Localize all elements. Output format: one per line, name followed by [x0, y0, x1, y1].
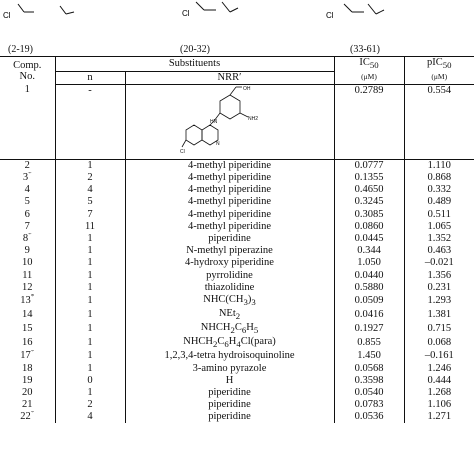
cell-ic50: 1.450	[334, 350, 404, 362]
table-row	[0, 399, 474, 411]
cell-comp: 21	[22, 399, 33, 411]
cell-comp: 13*	[20, 293, 35, 306]
header-ic50: $IC_{50}$	[334, 57, 404, 72]
fragment-label-cl: Cl	[3, 11, 11, 20]
cell-pic50: 1.106	[404, 399, 474, 411]
cell-comp: 15	[22, 323, 33, 335]
cell-nrr: piperidine	[125, 233, 334, 245]
cell-ic50: 0.4650	[334, 184, 404, 196]
label-cl: Cl	[179, 148, 185, 155]
cell-nrr: 4-methyl piperidine	[125, 172, 334, 184]
cell-pic50: –0.021	[404, 257, 474, 269]
cell-n: 1	[55, 245, 125, 257]
cell-n: 2	[55, 399, 125, 411]
table-row	[0, 362, 474, 374]
label-hn: HN	[209, 118, 217, 125]
cell-pic50: 0.868	[404, 172, 474, 184]
cell-nrr: piperidine	[125, 387, 334, 399]
cell-nrr: 1,2,3,4-tetra hydroisoquinoline	[125, 350, 334, 362]
cell-comp: 22*	[0, 411, 55, 423]
table-row	[0, 282, 474, 294]
cell-comp: 10	[22, 257, 33, 269]
table-row	[0, 350, 474, 362]
cell-comp: 7	[24, 220, 30, 232]
cell-nrr: piperidine	[125, 411, 334, 423]
cell-ic50: 0.0540	[334, 387, 404, 399]
cell-ic50: 0.1355	[334, 172, 404, 184]
cell-pic50: 1.381	[404, 308, 474, 322]
cell-nrr: $NHC(CH_3)_3$	[125, 294, 334, 308]
table-row	[0, 375, 474, 387]
cell-comp: 17*	[0, 350, 55, 362]
cell-ic50: 0.855	[334, 336, 404, 350]
cell-ic50: 0.0536	[334, 411, 404, 423]
cell-nrr: 4-methyl piperidine	[125, 184, 334, 196]
cell-comp: 11	[22, 269, 33, 281]
cell-comp: 16	[22, 337, 33, 349]
cell-ic50: 0.0440	[334, 269, 404, 281]
header-n: n	[55, 71, 125, 84]
structure-fragment-right	[344, 4, 384, 14]
star-marker: *	[30, 350, 35, 356]
table-row	[0, 172, 474, 184]
star-marker: *	[30, 411, 35, 417]
cell-pic50: 1.065	[404, 221, 474, 233]
cell-comp: 20	[22, 386, 33, 398]
star-marker: *	[28, 232, 32, 239]
table-row	[0, 196, 474, 208]
cell-nrr: $NHCH_2C_6H_4Cl(para)$	[125, 336, 334, 350]
cell-comp: 19	[22, 374, 33, 386]
cell-nrr: thiazolidine	[125, 282, 334, 294]
cell-n: 1	[55, 322, 125, 336]
cell-comp: 4	[24, 184, 30, 196]
cell-ic50: 0.0416	[334, 308, 404, 322]
table-row	[0, 209, 474, 221]
cell-nrr: $NHCH_2C_6H_5$	[125, 322, 334, 336]
table-row	[0, 322, 474, 336]
cell-pic50: –0.161	[404, 350, 474, 362]
cell-n: 2	[55, 172, 125, 184]
cell-n: 11	[55, 221, 125, 233]
fragment-label-cl: Cl	[182, 9, 190, 18]
cell-comp: 2	[0, 159, 55, 172]
cell-ic50: 0.0860	[334, 221, 404, 233]
table-row	[0, 184, 474, 196]
cell-ic50: 0.0783	[334, 399, 404, 411]
cell-pic50: 0.463	[404, 245, 474, 257]
cell-n: 0	[55, 375, 125, 387]
cell-pic50: 0.715	[404, 322, 474, 336]
cell-pic50: 1.293	[404, 294, 474, 308]
table-row	[0, 221, 474, 233]
cell-pic50: 1.356	[404, 269, 474, 281]
cell-comp: 6	[24, 208, 30, 220]
cell-pic50: 0.489	[404, 196, 474, 208]
cell-nrr: piperidine	[125, 399, 334, 411]
cell-n: 7	[55, 209, 125, 221]
star-marker: *	[28, 171, 32, 178]
header-pic50-unit: (μM)	[404, 71, 474, 84]
cell-structure	[125, 84, 334, 159]
cell-pic50: 0.068	[404, 336, 474, 350]
cell-n: 1	[55, 269, 125, 281]
cell-comp: 14	[22, 308, 33, 320]
cell-ic50: 0.0445	[334, 233, 404, 245]
cell-nrr: 4-methyl piperidine	[125, 196, 334, 208]
cell-n: 1	[55, 233, 125, 245]
series-label-33-61: (33-61)	[350, 44, 380, 55]
fragment-label-cl: Cl	[326, 11, 334, 20]
header-comp-no: Comp. No.	[0, 57, 55, 85]
structure-fragment-middle	[196, 2, 238, 12]
cell-ic50: 0.344	[334, 245, 404, 257]
compound-1-structure	[180, 85, 280, 159]
series-label-2-19: (2-19)	[8, 44, 33, 55]
compound-activity-table	[0, 56, 474, 423]
table-row	[0, 411, 474, 423]
cell-pic50: 1.246	[404, 362, 474, 374]
table-row	[0, 84, 474, 159]
cell-pic50: 0.444	[404, 375, 474, 387]
structure-fragments-strip	[0, 0, 474, 62]
series-label-20-32: (20-32)	[180, 44, 210, 55]
cell-nrr: H	[125, 375, 334, 387]
star-marker: *	[30, 293, 35, 301]
cell-nrr: 3-amino pyrazole	[125, 362, 334, 374]
cell-comp: 9	[24, 245, 30, 257]
cell-n: 5	[55, 196, 125, 208]
cell-n: 1	[55, 350, 125, 362]
cell-nrr: 4-methyl piperidine	[125, 209, 334, 221]
header-pic50: pIC$_{50}$	[404, 57, 474, 72]
cell-ic50: 0.2789	[334, 84, 404, 159]
cell-nrr: 4-methyl piperidine	[125, 159, 334, 172]
cell-ic50: 0.0777	[334, 159, 404, 172]
cell-comp: 18	[22, 362, 33, 374]
cell-pic50: 1.268	[404, 387, 474, 399]
table-row	[0, 257, 474, 269]
cell-nrr: NEt$_2$	[125, 308, 334, 322]
cell-ic50: 0.0509	[334, 294, 404, 308]
label-oh: OH	[242, 85, 250, 92]
cell-n: -	[55, 84, 125, 159]
cell-comp: 5	[24, 196, 30, 208]
table-row	[0, 233, 474, 245]
table-row	[0, 269, 474, 281]
cell-comp: 3*	[0, 172, 55, 184]
cell-ic50: 0.0568	[334, 362, 404, 374]
cell-ic50: 0.3245	[334, 196, 404, 208]
cell-nrr: N-methyl piperazine	[125, 245, 334, 257]
cell-ic50: 0.3598	[334, 375, 404, 387]
cell-n: 1	[55, 257, 125, 269]
cell-ic50: 0.1927	[334, 322, 404, 336]
header-nrr: NRR′	[125, 71, 334, 84]
table-row	[0, 159, 474, 172]
cell-comp: 12	[22, 281, 33, 293]
cell-n: 1	[55, 362, 125, 374]
cell-n: 4	[55, 184, 125, 196]
header-substituents: Substituents	[55, 57, 334, 72]
cell-pic50: 0.554	[404, 84, 474, 159]
cell-n: 1	[55, 159, 125, 172]
cell-pic50: 1.271	[404, 411, 474, 423]
cell-pic50: 0.511	[404, 209, 474, 221]
cell-pic50: 1.352	[404, 233, 474, 245]
structure-fragment-left	[18, 4, 74, 14]
table-row	[0, 308, 474, 322]
cell-pic50: 0.332	[404, 184, 474, 196]
label-nh2: NH2	[247, 115, 258, 122]
label-n: N	[215, 140, 220, 147]
table-row	[0, 294, 474, 308]
cell-nrr: 4-hydroxy piperidine	[125, 257, 334, 269]
cell-ic50: 1.050	[334, 257, 404, 269]
cell-comp: 1	[24, 84, 30, 96]
table-body	[0, 84, 474, 423]
cell-nrr: pyrrolidine	[125, 269, 334, 281]
cell-n: 4	[55, 411, 125, 423]
cell-ic50: 0.3085	[334, 209, 404, 221]
cell-n: 1	[55, 387, 125, 399]
cell-n: 1	[55, 336, 125, 350]
cell-comp: 8*	[0, 233, 55, 245]
cell-pic50: 0.231	[404, 282, 474, 294]
cell-n: 1	[55, 294, 125, 308]
cell-n: 1	[55, 282, 125, 294]
table-row	[0, 336, 474, 350]
cell-ic50: 0.5880	[334, 282, 404, 294]
cell-pic50: 1.110	[404, 159, 474, 172]
cell-n: 1	[55, 308, 125, 322]
table-row	[0, 387, 474, 399]
table-row	[0, 245, 474, 257]
cell-nrr: 4-methyl piperidine	[125, 221, 334, 233]
header-ic50-unit: (μM)	[334, 71, 404, 84]
